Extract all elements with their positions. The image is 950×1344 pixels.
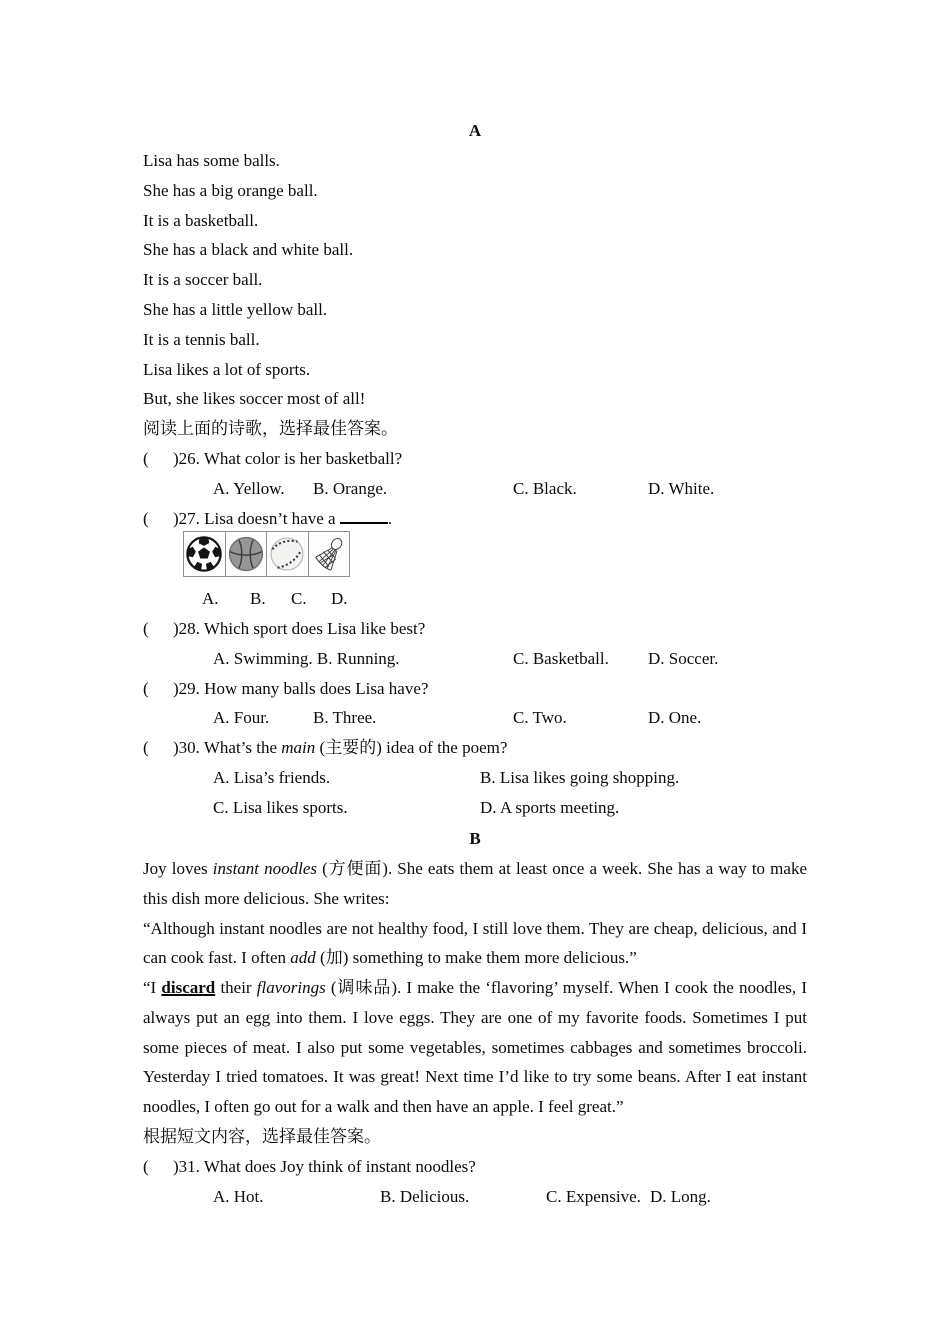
question-30-stem-italic: main	[281, 738, 316, 758]
question-30-stem-end: (主要的) idea of the poem?	[315, 738, 508, 758]
poem-line: It is a tennis ball.	[143, 329, 260, 349]
question-30-options-row1	[143, 763, 933, 793]
basketball-icon	[226, 532, 268, 576]
image-letter-row	[143, 584, 933, 614]
poem-line: It is a soccer ball.	[143, 270, 263, 290]
paragraph-text: (加) something to make them more delicious.”	[315, 948, 637, 968]
question-31-stem: )31. What does Joy think of instant noodles?	[173, 1157, 476, 1176]
section-b-instruction-row	[143, 1122, 933, 1152]
paragraph-text: (调味品). I make the ‘flavoring’ myself. When I cook the noodles, I always put an egg into them. I love eggs. They are one of my favorite foods. Sometimes I put some pieces of meat. I also put some vegetables, sometimes cabbages and sometimes broccoli. Yesterday I tried tomatoes. It was great! Next time I’d like to try some beans. After I eat instant noodles, I often go out for a walk and then have an apple. I feel great.”	[143, 978, 807, 1117]
italic-term: instant noodles	[212, 859, 318, 878]
question-26-options	[143, 474, 933, 504]
option-b: B. Lisa likes going shopping.	[480, 768, 680, 787]
question-29-stem: )29. How many balls does Lisa have?	[173, 678, 429, 698]
passage-paragraph-3	[143, 973, 807, 1122]
question-28-stem: )28. Which sport does Lisa like best?	[173, 619, 426, 638]
option-b: B. Delicious.	[380, 1186, 470, 1206]
soccer-ball-icon	[184, 532, 226, 576]
option-b: B. Three.	[313, 708, 377, 728]
poem-line: She has a black and white ball.	[143, 240, 354, 260]
question-31	[143, 1152, 933, 1182]
italic-term: add	[290, 948, 316, 968]
question-27-stem-end: .	[387, 508, 393, 528]
question-27-stem: )27. Lisa doesn’t have a	[173, 508, 340, 528]
question-27	[143, 504, 933, 534]
image-label-d: D.	[331, 589, 348, 608]
option-d: D. One.	[648, 708, 702, 728]
section-b-instruction: 根据短文内容，选择最佳答案。	[143, 1127, 381, 1146]
answer-blank	[340, 520, 388, 524]
answer-bracket: (	[143, 678, 149, 698]
question-26-stem: )26. What color is her basketball?	[173, 449, 403, 468]
question-28	[143, 614, 933, 644]
option-d: D. A sports meeting.	[480, 797, 620, 817]
option-a: A. Four.	[213, 708, 270, 728]
question-29	[143, 674, 933, 704]
poem-line: But, she likes soccer most of all!	[143, 389, 366, 409]
badminton-shuttlecock-icon	[309, 532, 350, 576]
paragraph-text: “I	[143, 978, 162, 997]
option-a: A. Yellow.	[213, 478, 285, 498]
question-28-options	[143, 644, 933, 674]
baseball-icon	[267, 532, 309, 576]
image-label-b: B.	[250, 589, 266, 608]
option-c: C. Lisa likes sports.	[213, 797, 348, 817]
paragraph-text: their	[215, 978, 257, 997]
poem-line: Lisa has some balls.	[143, 151, 280, 170]
option-c: C. Basketball.	[513, 648, 609, 668]
question-31-options	[143, 1182, 933, 1212]
passage-paragraph-2	[143, 914, 807, 974]
paragraph-text: (方便面). She eats them at least once a week. She has a way to make this dish more delicious. She writes:	[143, 859, 807, 908]
section-b-heading: B	[469, 829, 481, 848]
poem-line: She has a little yellow ball.	[143, 299, 328, 319]
poem-line: Lisa likes a lot of sports.	[143, 359, 311, 379]
section-a-heading: A	[468, 121, 482, 140]
option-b: B. Orange.	[313, 478, 388, 498]
question-30-options-row2	[143, 793, 933, 823]
option-c: C. Black.	[513, 478, 577, 498]
italic-term: flavorings	[256, 978, 326, 997]
poem-line: It is a basketball.	[143, 210, 259, 230]
option-c: C. Two.	[513, 708, 567, 728]
option-d: D. Long.	[650, 1186, 711, 1206]
question-30	[143, 733, 933, 763]
option-d: D. Soccer.	[648, 648, 719, 668]
section-a-instruction: 阅读上面的诗歌，选择最佳答案。	[143, 419, 398, 439]
bold-underlined-term: discard	[161, 978, 216, 997]
option-a-b: A. Swimming. B. Running.	[213, 648, 400, 668]
option-d: D. White.	[648, 478, 715, 498]
option-c: C. Expensive.	[546, 1186, 641, 1206]
ball-images-table	[183, 531, 350, 577]
answer-bracket: (	[143, 619, 149, 638]
answer-bracket: (	[143, 449, 149, 468]
poem-block	[143, 146, 823, 444]
image-label-c: C.	[291, 589, 307, 608]
option-a: A. Lisa’s friends.	[213, 768, 331, 787]
question-29-options	[143, 703, 933, 733]
option-a: A. Hot.	[213, 1186, 264, 1206]
paragraph-text: Joy loves	[143, 859, 213, 878]
paragraph-text: “Although instant noodles are not healthy food, I still love them. They are cheap, delicious, and I can cook fast. I often	[143, 918, 807, 968]
image-label-a: A.	[202, 589, 219, 608]
poem-line: She has a big orange ball.	[143, 180, 318, 200]
answer-bracket: (	[143, 738, 149, 758]
answer-bracket: (	[143, 1157, 149, 1176]
question-30-stem: )30. What’s the	[173, 738, 282, 758]
question-26	[143, 444, 933, 474]
passage-paragraph-1	[143, 854, 807, 914]
answer-bracket: (	[143, 508, 149, 528]
